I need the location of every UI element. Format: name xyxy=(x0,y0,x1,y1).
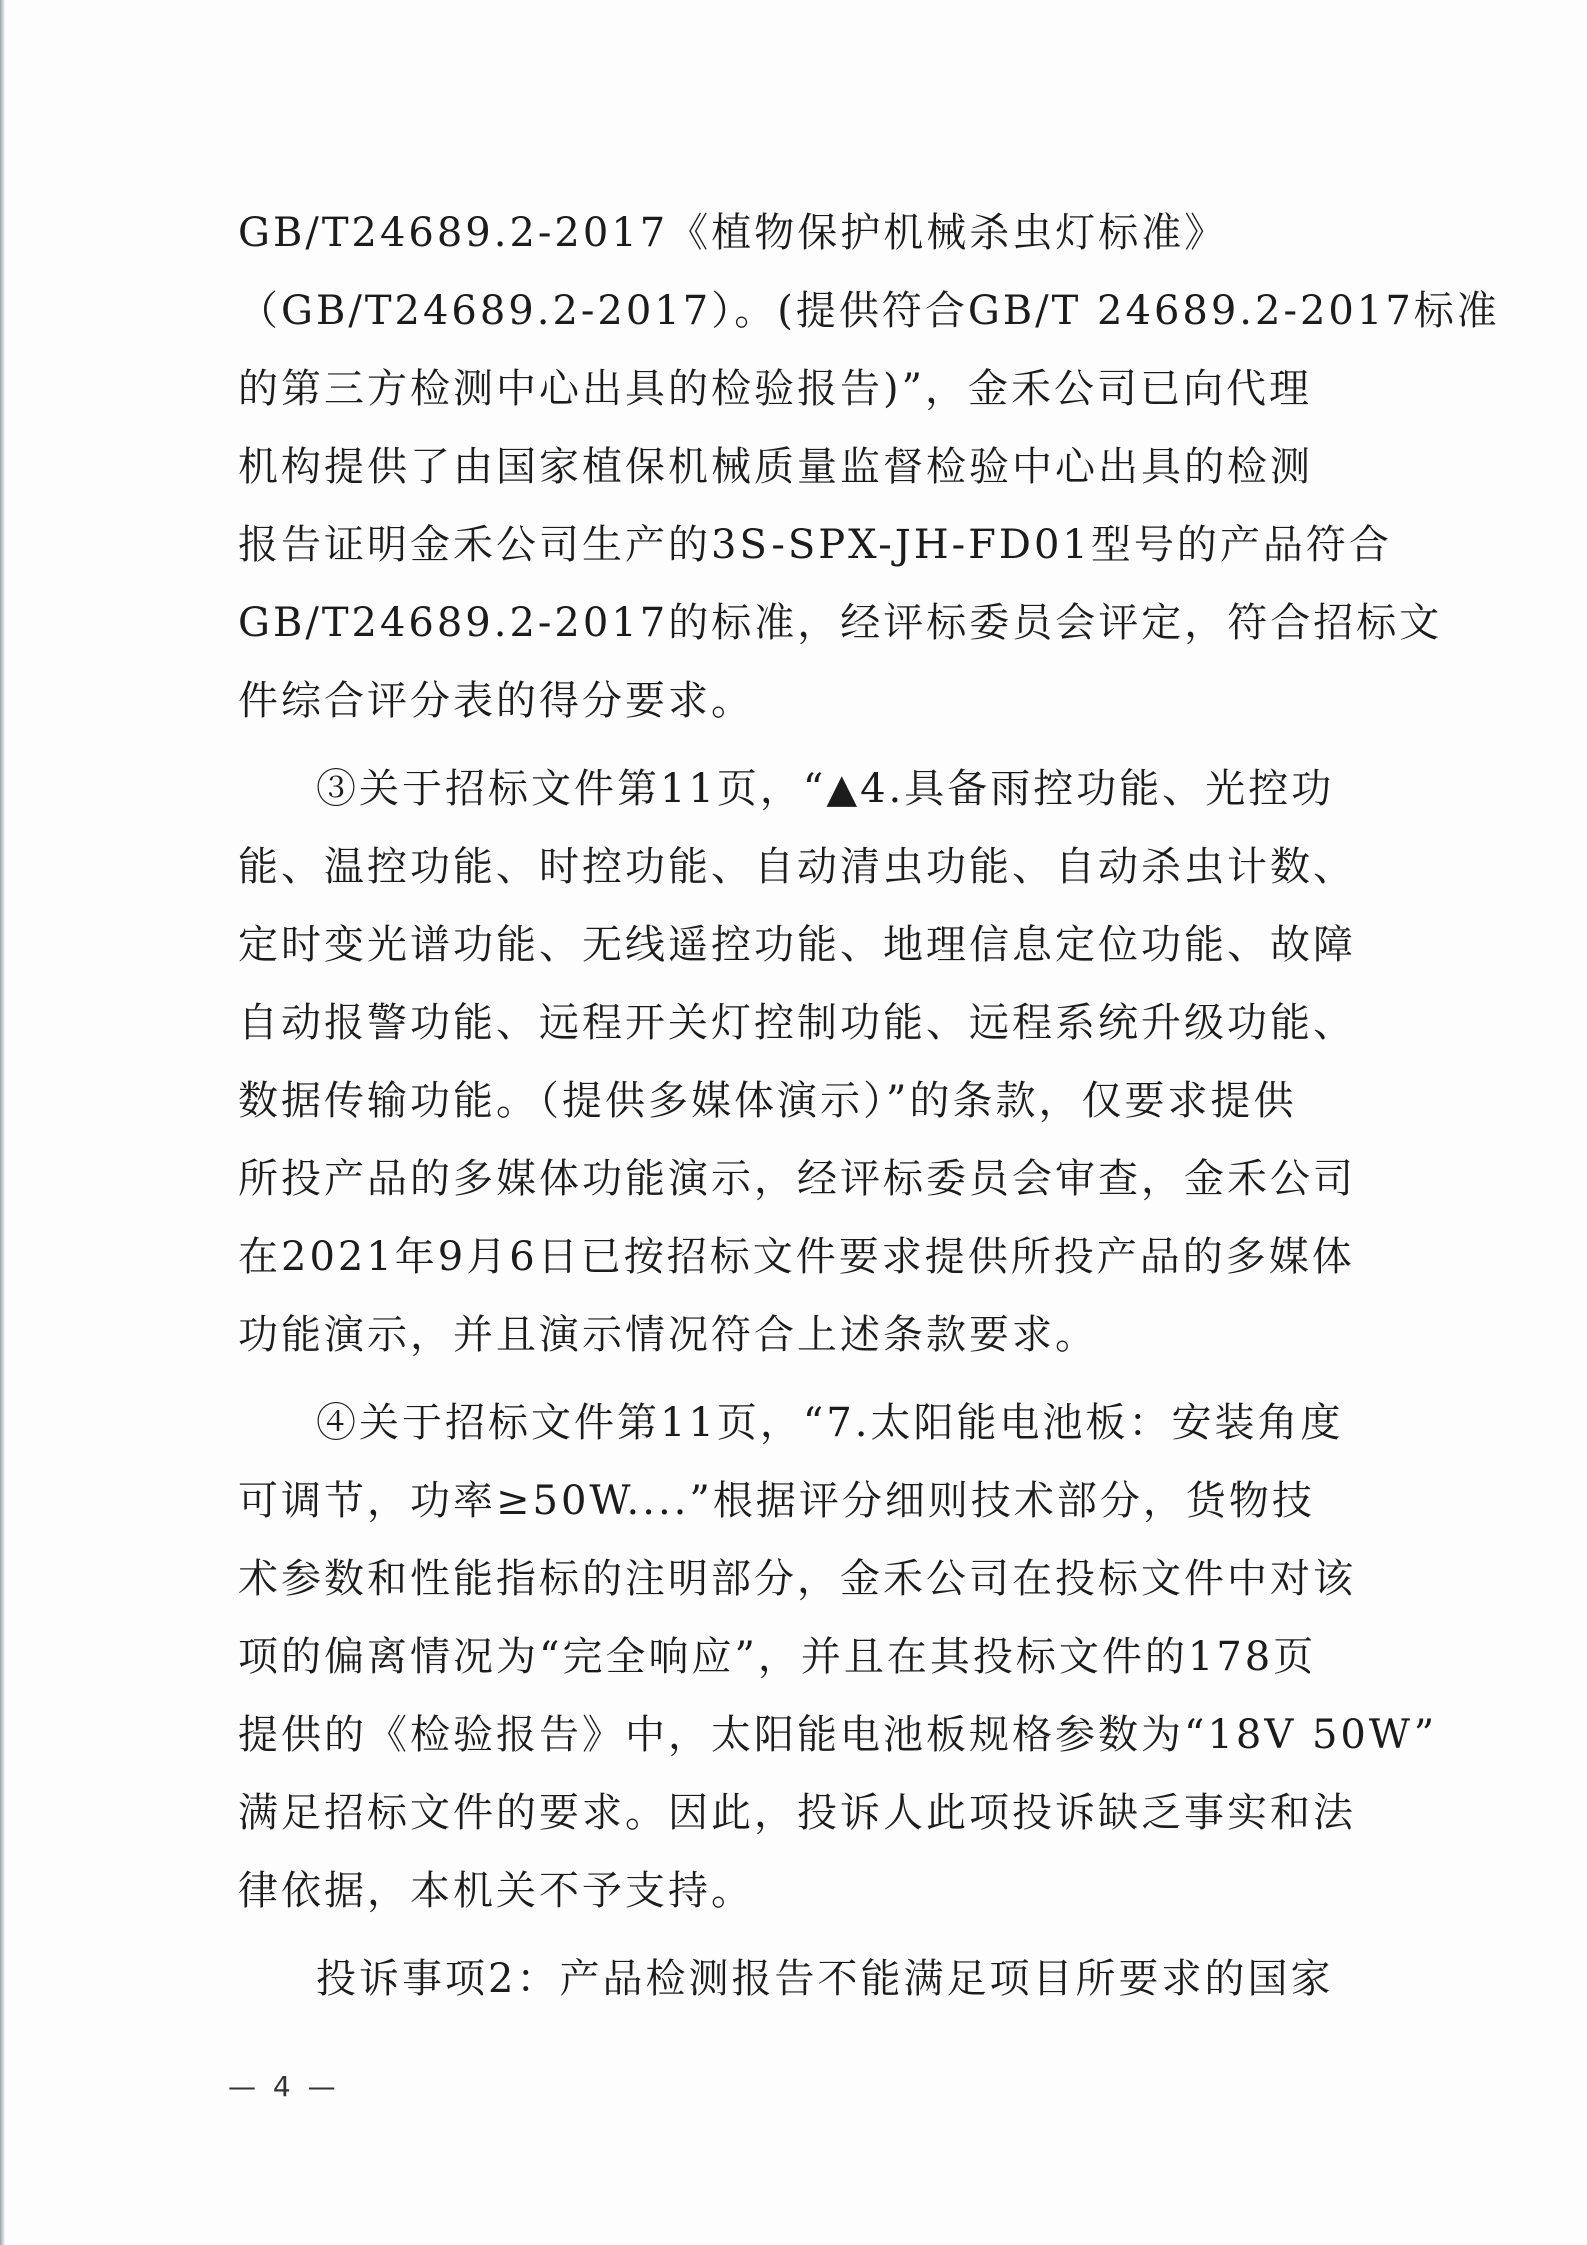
text-line: ④关于招标文件第11页，“7.太阳能电池板：安装角度 xyxy=(316,1400,1344,1446)
complaint-item-2 xyxy=(238,1951,1348,2029)
text-line: 所投产品的多媒体功能演示，经评标委员会审查，金禾公司 xyxy=(238,1156,1356,1202)
text-line: 定时变光谱功能、无线遥控功能、地理信息定位功能、故障 xyxy=(238,922,1356,968)
text-line: 可调节，功率≥50W....”根据评分细则技术部分，货物技 xyxy=(238,1478,1315,1524)
text-line: 术参数和性能指标的注明部分，金禾公司在投标文件中对该 xyxy=(238,1556,1356,1602)
text-line: 件综合评分表的得分要求。 xyxy=(238,678,754,724)
document-body xyxy=(238,205,1500,2029)
paragraph-gap xyxy=(238,751,1348,761)
text-line: 机构提供了由国家植保机械质量监督检验中心出具的检测 xyxy=(238,444,1313,490)
text-line: 能、温控功能、时控功能、自动清虫功能、自动杀虫计数、 xyxy=(238,844,1356,890)
text-line: 数据传输功能。（提供多媒体演示）”的条款，仅要求提供 xyxy=(238,1078,1297,1124)
paragraph-item-3 xyxy=(238,761,1356,1385)
scan-edge xyxy=(0,0,5,2245)
paragraph-item-4 xyxy=(238,1395,1438,1941)
paragraph-gap xyxy=(238,1941,1348,1951)
paragraph-continuation xyxy=(238,205,1500,751)
text-line: 的第三方检测中心出具的检验报告)”，金禾公司已向代理 xyxy=(238,366,1313,412)
text-line: 报告证明金禾公司生产的3S-SPX-JH-FD01型号的产品符合 xyxy=(238,522,1392,568)
page-number: — 4 — xyxy=(228,2070,340,2103)
text-line: 律依据，本机关不予支持。 xyxy=(238,1868,754,1914)
text-line: 在2021年9月6日已按招标文件要求提供所投产品的多媒体 xyxy=(238,1234,1355,1280)
paragraph-gap xyxy=(238,1385,1348,1395)
text-line: GB/T24689.2-2017的标准，经评标委员会评定，符合招标文 xyxy=(238,600,1443,646)
text-line: 项的偏离情况为“完全响应”，并且在其投标文件的178页 xyxy=(238,1634,1317,1680)
text-line: （GB/T24689.2-2017）。(提供符合GB/T 24689.2-2017标准 xyxy=(238,288,1500,334)
text-line: 功能演示，并且演示情况符合上述条款要求。 xyxy=(238,1312,1098,1358)
text-line: 满足招标文件的要求。因此，投诉人此项投诉缺乏事实和法 xyxy=(238,1790,1356,1836)
text-line: GB/T24689.2-2017《植物保护机械杀虫灯标准》 xyxy=(238,210,1228,256)
text-line: 提供的《检验报告》中，太阳能电池板规格参数为“18V 50W” xyxy=(238,1712,1438,1758)
text-line: 自动报警功能、远程开关灯控制功能、远程系统升级功能、 xyxy=(238,1000,1356,1046)
text-line: ③关于招标文件第11页，“▲4.具备雨控功能、光控功 xyxy=(316,766,1335,812)
text-line: 投诉事项2：产品检测报告不能满足项目所要求的国家 xyxy=(316,1956,1334,2002)
